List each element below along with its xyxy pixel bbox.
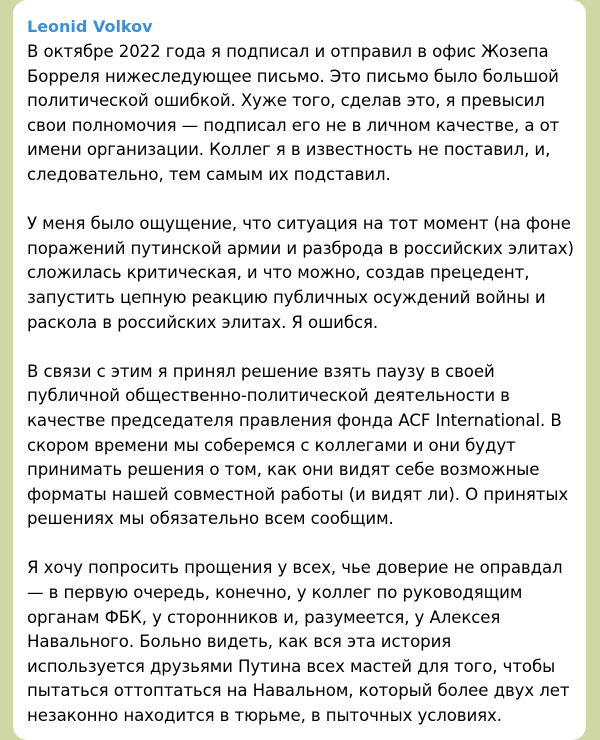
message-bubble	[13, 0, 586, 740]
message-paragraph-1: В октябре 2022 года я подписал и отправил в офис Жозепа Борреля нижеследующее письмо. Это письмо было большой политической ошибкой. Хуже того, сделав это, я превысил свои полномочия — подписал его не в личном качестве, а от имени организации. Коллег я в известность не поставил, и, следовательно, тем самым их подставил.	[27, 42, 560, 184]
message-paragraph-4: Я хочу попросить прощения у всех, чье доверие не оправдал — в первую очередь, конечно, у коллег по руководящим органам ФБК, у сторонников и, разумеется, у Алексея Навального. Больно видеть, как вся эта история используется друзьями Путина всех мастей для того, чтобы пытаться оттоптаться на Навальном, который более двух лет незаконно находится в тюрьме, в пыточных условиях.	[27, 558, 570, 726]
message-paragraph-2: У меня было ощущение, что ситуация на тот момент (на фоне поражений путинской армии и разброда в российских элитах) сложилась критическая, и что можно, создав прецедент, запустить цепную реакцию публичных осуждений войны и раскола в российских элитах. Я ошибся.	[27, 214, 574, 332]
message-author[interactable]: Leonid Volkov	[27, 17, 153, 36]
message-paragraph-3: В связи с этим я принял решение взять паузу в своей публичной общественно-политической деятельности в качестве председателя правления фонда ACF International. В скором времени мы соберемся с коллегами и они будут принимать решения о том, как они видят себе возможные форматы нашей совместной работы (и видят ли). О принятых решениях мы обязательно всем сообщим.	[27, 361, 569, 529]
message-text	[27, 40, 574, 729]
